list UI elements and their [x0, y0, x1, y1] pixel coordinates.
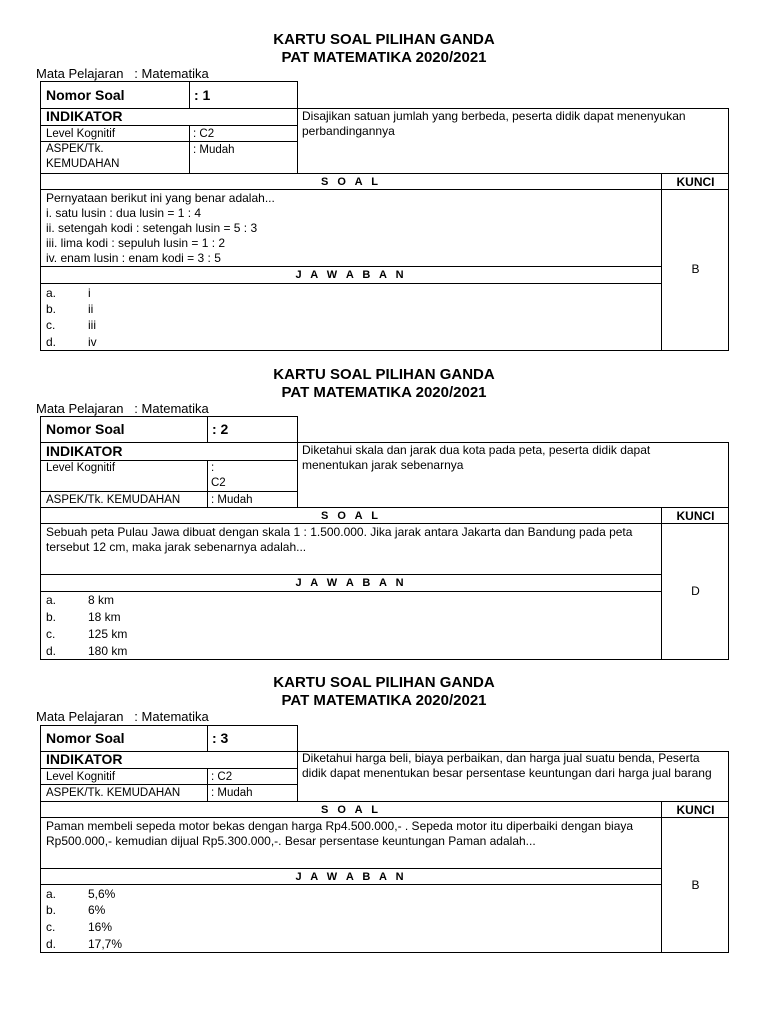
option-letter: c. [46, 627, 56, 641]
jawaban-header: J A W A B A N [295, 871, 407, 883]
row-line [40, 266, 662, 267]
question-line: i. satu lusin : dua lusin = 1 : 4 [46, 206, 202, 220]
row-line [40, 884, 662, 885]
subject-row [36, 709, 209, 724]
subject-separator: : [134, 66, 138, 81]
aspek-label: ASPEK/Tk. KEMUDAHAN [46, 494, 181, 506]
option-text: iv [88, 335, 97, 349]
option-letter: a. [46, 887, 57, 901]
option-letter: c. [46, 318, 56, 332]
nomor-value: : 1 [194, 87, 211, 103]
level-label: Level Kognitif [46, 771, 116, 783]
option-letter: c. [46, 920, 56, 934]
option-text: 180 km [88, 644, 128, 658]
nomor-divider [189, 81, 190, 109]
aspek-value: : Mudah [211, 494, 253, 506]
subject-separator: : [134, 709, 138, 724]
subject-label: Mata Pelajaran [36, 66, 124, 81]
subject-row [36, 66, 209, 81]
nomor-label: Nomor Soal [46, 87, 125, 103]
indikator-text: Disajikan satuan jumlah yang berbeda, peserta didik dapat menenyukan perbandingannya [302, 109, 686, 138]
row-line [40, 768, 298, 769]
indikator-label: INDIKATOR [46, 751, 123, 767]
nomor-value: : 3 [212, 730, 229, 746]
option-letter: d. [46, 335, 57, 349]
level-value: C2 [211, 477, 226, 489]
option-letter: a. [46, 286, 57, 300]
card-title: KARTU SOAL PILIHAN GANDA [273, 674, 495, 691]
row-line [40, 817, 729, 818]
row-line [40, 491, 298, 492]
col-line [207, 768, 208, 802]
card-title: KARTU SOAL PILIHAN GANDA [273, 31, 495, 48]
nomor-divider [207, 725, 208, 752]
indikator-divider [297, 751, 298, 802]
row-line [40, 574, 662, 575]
option-letter: d. [46, 937, 57, 951]
subject-row [36, 401, 209, 416]
question-line: iii. lima kodi : sepuluh lusin = 1 : 2 [46, 236, 226, 250]
indikator-divider [297, 442, 298, 508]
question-line: iv. enam lusin : enam kodi = 3 : 5 [46, 251, 221, 265]
row-line [40, 189, 729, 190]
option-text: 5,6% [88, 887, 116, 901]
row-line [40, 283, 662, 284]
option-text: ii [88, 302, 94, 316]
subject-value: Matematika [141, 66, 209, 81]
subject-value: Matematika [141, 401, 209, 416]
option-text: 6% [88, 903, 106, 917]
subject-separator: : [134, 401, 138, 416]
card-subtitle: PAT MATEMATIKA 2020/2021 [281, 384, 487, 401]
kunci-value: B [691, 262, 700, 276]
option-text: 16% [88, 920, 113, 934]
col-line [207, 460, 208, 508]
question-line: Pernyataan berikut ini yang benar adalah... [46, 191, 275, 205]
kunci-header: KUNCI [676, 803, 715, 817]
row-line [40, 868, 662, 869]
indikator-text: Diketahui harga beli, biaya perbaikan, dan harga jual suatu benda, Peserta didik dapat menentukan besar persentase keuntungan dari harga jual barang [302, 751, 712, 780]
card-subtitle: PAT MATEMATIKA 2020/2021 [281, 692, 487, 709]
soal-header: S O A L [321, 804, 381, 816]
jawaban-header: J A W A B A N [295, 577, 407, 589]
option-text: i [88, 286, 91, 300]
aspek-label: ASPEK/Tk. KEMUDAHAN [46, 787, 181, 799]
question-text: Paman membeli sepeda motor bekas dengan harga Rp4.500.000,- . Sepeda motor itu diperbaiki dengan biaya Rp500.000,- kemudian dijual Rp5.300.000,-. Besar persentase keuntungan Paman adalah... [46, 819, 634, 848]
subject-value: Matematika [141, 709, 209, 724]
option-text: 125 km [88, 627, 128, 641]
option-text: 18 km [88, 610, 121, 624]
nomor-label: Nomor Soal [46, 730, 125, 746]
kunci-header: KUNCI [676, 509, 715, 523]
nomor-value: : 2 [212, 421, 229, 437]
option-letter: d. [46, 644, 57, 658]
jawaban-header: J A W A B A N [295, 269, 407, 281]
col-line [189, 125, 190, 174]
question-text: Sebuah peta Pulau Jawa dibuat dengan skala 1 : 1.500.000. Jika jarak antara Jakarta dan Bandung pada peta tersebut 12 cm, maka jarak sebenarnya adalah... [46, 525, 633, 554]
level-value: : C2 [193, 128, 215, 140]
indikator-label: INDIKATOR [46, 108, 123, 124]
row-line [40, 523, 729, 524]
subject-label: Mata Pelajaran [36, 709, 124, 724]
soal-header: S O A L [321, 510, 381, 522]
card-title: KARTU SOAL PILIHAN GANDA [273, 366, 495, 383]
option-text: 17,7% [88, 937, 123, 951]
aspek-label: ASPEK/Tk. KEMUDAHAN [46, 143, 120, 170]
level-label: Level Kognitif [46, 462, 116, 474]
option-letter: b. [46, 302, 57, 316]
row-line [40, 591, 662, 592]
question-line: ii. setengah kodi : setengah lusin = 5 : 3 [46, 221, 258, 235]
row-line [40, 125, 298, 126]
level-label: Level Kognitif [46, 128, 116, 140]
kunci-value: B [691, 878, 700, 892]
level-value: : [211, 462, 215, 474]
option-text: iii [88, 318, 96, 332]
indikator-label: INDIKATOR [46, 443, 123, 459]
option-text: 8 km [88, 593, 115, 607]
option-letter: b. [46, 903, 57, 917]
indikator-text: Diketahui skala dan jarak dua kota pada peta, peserta didik dapat menentukan jarak sebenarnya [302, 443, 651, 472]
subject-label: Mata Pelajaran [36, 401, 124, 416]
row-line [40, 784, 298, 785]
level-value: : C2 [211, 771, 233, 783]
soal-header: S O A L [321, 176, 381, 188]
nomor-label: Nomor Soal [46, 421, 125, 437]
aspek-value: : Mudah [211, 787, 253, 799]
kunci-header: KUNCI [676, 175, 715, 189]
option-letter: a. [46, 593, 57, 607]
aspek-value: : Mudah [193, 144, 235, 156]
card-subtitle: PAT MATEMATIKA 2020/2021 [281, 49, 487, 66]
kunci-value: D [691, 584, 700, 598]
nomor-divider [207, 416, 208, 443]
option-letter: b. [46, 610, 57, 624]
